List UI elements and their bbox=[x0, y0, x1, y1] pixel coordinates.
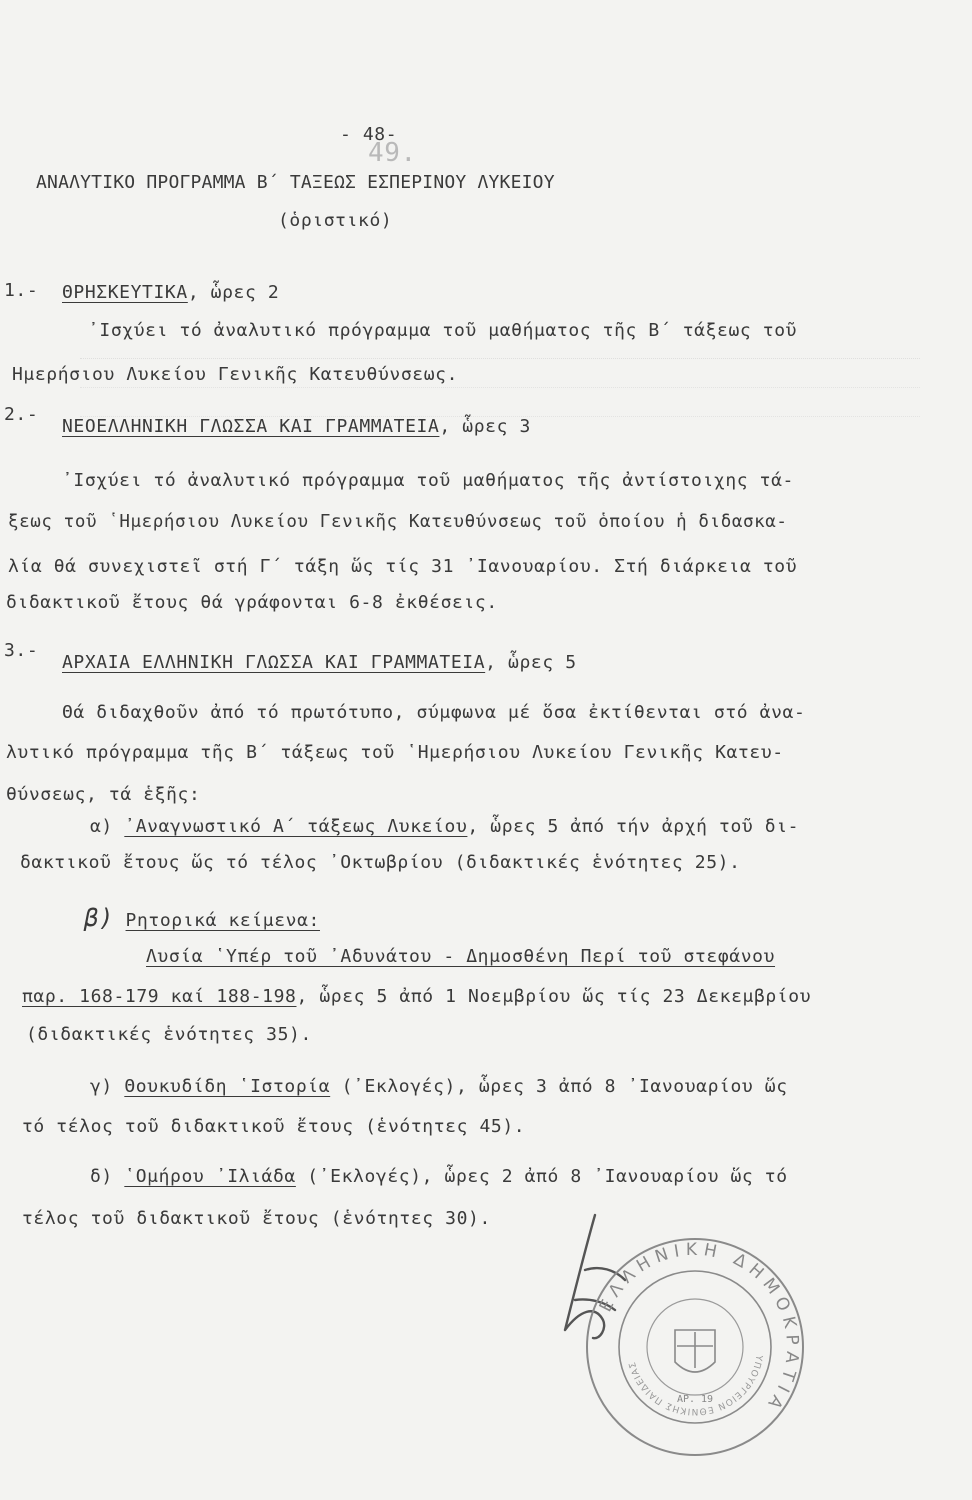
section-2-heading: ΝΕΟΕΛΛΗΝΙΚΗ ΓΛΩΣΣΑ ΚΑΙ ΓΡΑΜΜΑΤΕΙΑ bbox=[62, 416, 440, 437]
seal-number: ΑΡ. 19 bbox=[676, 1394, 714, 1405]
item-a-title: ᾿Αναγνωστικό Α΄ τάξεως Λυκείου bbox=[124, 816, 468, 837]
section-2-number: 2.- bbox=[4, 404, 39, 425]
section-1-hours: , ὧρες 2 bbox=[187, 282, 280, 303]
item-a-line-2: δακτικοῦ ἔτους ὥς τό τέλος ᾿Οκτωβρίου (διδακτικές ἑνότητες 25). bbox=[20, 852, 741, 873]
section-3-heading: ΑΡΧΑΙΑ ΕΛΛΗΝΙΚΗ ΓΛΩΣΣΑ ΚΑΙ ΓΡΑΜΜΑΤΕΙΑ bbox=[62, 652, 486, 673]
section-3-line-1: Θά διδαχθοῦν ἀπό τό πρωτότυπο, σύμφωνα μέ ὅσα ἐκτίθενται στό ἀνα- bbox=[62, 702, 806, 723]
section-2-line-4: διδακτικοῦ ἔτους θά γράφονται 6-8 ἐκθέσεις. bbox=[6, 592, 498, 613]
item-b-line-1 bbox=[84, 904, 320, 932]
item-a-label: α) bbox=[90, 816, 113, 837]
section-1-line-1: ᾿Ισχύει τό ἀναλυτικό πρόγραμμα τοῦ μαθήματος τῆς Β΄ τάξεως τοῦ bbox=[88, 320, 798, 341]
section-3-heading-line bbox=[62, 652, 577, 673]
item-c-label: γ) bbox=[90, 1076, 113, 1097]
section-1-line-2: Ημερήσιου Λυκείου Γενικῆς Κατευθύνσεως. bbox=[12, 364, 459, 385]
item-d-title: ῾Ομήρου ᾿Ιλιάδα bbox=[124, 1166, 296, 1187]
seal-outer-text: ΕΛΛΗΝΙΚΗ ΔΗΜΟΚΡΑΤΙΑ bbox=[595, 1239, 803, 1418]
item-d-rest: (᾿Εκλογές), ὧρες 2 ἀπό 8 ᾿Ιανουαρίου ὥς τό bbox=[295, 1166, 788, 1187]
item-d-label: δ) bbox=[90, 1166, 113, 1187]
item-c-rest: (᾿Εκλογές), ὧρες 3 ἀπό 8 ᾿Ιανουαρίου ὥς bbox=[330, 1076, 788, 1097]
item-d-line-1 bbox=[90, 1166, 788, 1187]
seal-inner-text: ΥΠΟΥΡΓΕΙΟΝ ΕΘΝΙΚΗΣ ΠΑΙΔΕΙΑΣ bbox=[627, 1354, 764, 1417]
section-2-line-3: λία θά συνεχιστεῖ στή Γ΄ τάξη ὥς τίς 31 ᾿Ιανουαρίου. Στή διάρκεια τοῦ bbox=[8, 556, 798, 577]
section-2-line-1: ᾿Ισχύει τό ἀναλυτικό πρόγραμμα τοῦ μαθήματος τῆς ἀντίστοιχης τά- bbox=[62, 470, 794, 491]
official-seal bbox=[580, 1232, 810, 1462]
item-b-label: β) bbox=[84, 904, 115, 932]
item-b-paragraphs: παρ. 168-179 καί 188-198 bbox=[22, 986, 297, 1007]
section-1-heading: ΘΡΗΣΚΕΥΤΙΚΑ bbox=[62, 282, 188, 303]
document-subtitle: (ὁριστικό) bbox=[278, 210, 393, 231]
item-c-line-1 bbox=[90, 1076, 788, 1097]
item-d-line-2: τέλος τοῦ διδακτικοῦ ἔτους (ἑνότητες 30). bbox=[22, 1208, 491, 1229]
item-a-line-1 bbox=[90, 816, 799, 837]
section-1-heading-line bbox=[62, 282, 279, 303]
ghost-page-number: 49. bbox=[368, 138, 417, 168]
section-2-hours: , ὧρες 3 bbox=[439, 416, 531, 437]
ghost-text-area bbox=[80, 330, 920, 750]
section-3-line-2: λυτικό πρόγραμμα τῆς Β΄ τάξεως τοῦ ῾Ημερήσιου Λυκείου Γενικῆς Κατευ- bbox=[6, 742, 784, 763]
section-3-line-3: θύνσεως, τά ἑξῆς: bbox=[6, 784, 201, 805]
section-2-line-2: ξεως τοῦ ῾Ημερήσιου Λυκείου Γενικῆς Κατευθύνσεως τοῦ ὁποίου ἡ διδασκα- bbox=[8, 512, 788, 532]
item-b-hours: , ὧρες 5 ἀπό 1 Νοεμβρίου ὥς τίς 23 Δεκεμβρίου bbox=[296, 986, 812, 1007]
item-a-rest: , ὧρες 5 ἀπό τήν ἀρχή τοῦ δι- bbox=[467, 816, 800, 837]
section-1-number: 1.- bbox=[4, 280, 39, 301]
section-2-heading-line bbox=[62, 416, 531, 437]
item-c-title: Θουκυδίδη ῾Ιστορία bbox=[124, 1076, 331, 1097]
item-c-line-2: τό τέλος τοῦ διδακτικοῦ ἔτους (ἑνότητες 45). bbox=[22, 1116, 526, 1137]
item-b-title: Ρητορικά κείμενα: bbox=[125, 910, 320, 931]
section-3-hours: , ὧρες 5 bbox=[485, 652, 577, 673]
page-number: - 48- bbox=[340, 124, 398, 145]
item-b-line-4: (διδακτικές ἑνότητες 35). bbox=[26, 1024, 312, 1045]
item-b-line-3 bbox=[22, 986, 811, 1007]
svg-text:ΕΛΛΗΝΙΚΗ ΔΗΜΟΚΡΑΤΙΑ bbox=[596, 1240, 803, 1417]
document-title: ΑΝΑΛΥΤΙΚΟ ΠΡΟΓΡΑΜΜΑ Β΄ ΤΑΞΕΩΣ ΕΣΠΕΡΙΝΟΥ ΛΥΚΕΙΟΥ bbox=[36, 172, 555, 193]
item-b-line-2: Λυσία ῾Υπέρ τοῦ ᾿Αδυνάτου - Δημοσθένη Περί τοῦ στεφάνου bbox=[146, 946, 776, 967]
section-3-number: 3.- bbox=[4, 640, 39, 661]
